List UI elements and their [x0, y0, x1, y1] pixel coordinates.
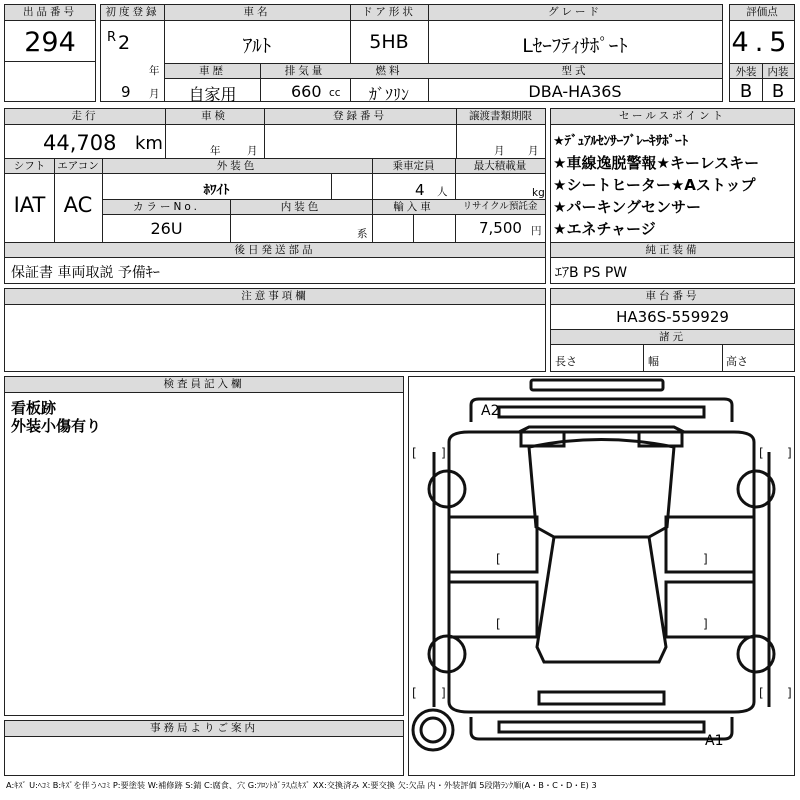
- details-box: [4, 108, 546, 284]
- damage-diagram: [408, 376, 795, 776]
- recycle-value: 7,500: [479, 219, 522, 237]
- exterior-score-label: 外装: [735, 66, 757, 78]
- capacity-value: 4: [415, 181, 425, 199]
- ext-color-label: 外装色: [216, 160, 258, 172]
- chassis-value: HA36S-559929: [616, 308, 729, 326]
- aircon-label: エアコン: [57, 160, 99, 172]
- grade-value: Lｾｰﾌﾃｨｻﾎﾟｰﾄ: [522, 35, 628, 57]
- capacity-label: 乗車定員: [392, 160, 435, 172]
- max-load-label: 最大積載量: [473, 160, 527, 172]
- reg-month-value: 9: [121, 83, 131, 101]
- office-box: [4, 720, 404, 776]
- svg-text:]: ]: [441, 686, 446, 700]
- svg-text:[: [: [496, 617, 501, 631]
- later-parts-value: 保証書 車両取説 予備ｷｰ: [11, 265, 160, 281]
- model-label: 型式: [561, 65, 589, 77]
- yen-unit: 円: [531, 225, 542, 237]
- svg-text:]: ]: [703, 552, 708, 566]
- transfer-deadline-label: 譲渡書類期限: [469, 110, 532, 122]
- inspector-note: 外装小傷有り: [11, 417, 102, 435]
- height-label: 高さ: [726, 355, 748, 368]
- svg-text:]: ]: [787, 446, 792, 460]
- inspection-month-unit: 月: [247, 145, 258, 157]
- displacement-value: 660: [291, 82, 322, 101]
- lot-number-value: 294: [24, 27, 76, 58]
- door-type-label: ドア形状: [362, 6, 416, 18]
- svg-text:[: [: [759, 686, 764, 700]
- width-label: 幅: [648, 355, 659, 368]
- inspector-label: 検査員記入欄: [5, 377, 403, 393]
- fuel-value: ｶﾞｿﾘﾝ: [368, 85, 409, 104]
- svg-text:]: ]: [703, 617, 708, 631]
- history-label: 車歴: [199, 65, 226, 77]
- svg-text:]: ]: [787, 686, 792, 700]
- interior-score-label: 内装: [767, 66, 789, 78]
- sales-point-item: ★車線逸脱警報★キーレスキー: [553, 154, 760, 172]
- exterior-score-value: B: [739, 81, 753, 102]
- reg-number-label: 登録番号: [333, 110, 387, 122]
- inspector-note: 看板跡: [11, 399, 57, 417]
- chassis-box: [550, 288, 795, 372]
- legend-text: A:ｷｽﾞ U:ﾍｺﾐ B:ｷｽﾞを伴うﾍｺﾐ P:要塗装 W:補修跡 S:錆 C:腐食、穴 G:ﾌﾛﾝﾄｶﾞﾗｽ点ｷｽﾞ XX:交換済み X:要交換 欠:欠品 内・外装評価 5段階ﾗﾝｸ順(A・B・C・D・E) 3: [6, 780, 597, 790]
- lot-number-box: [4, 4, 96, 102]
- shift-label: シフト: [13, 160, 46, 172]
- standard-equip-value: ｴｱB PS PW: [555, 265, 628, 281]
- score-label: 評価点: [730, 5, 794, 21]
- import-label: 輸入車: [393, 201, 434, 213]
- mileage-label: 走行: [71, 110, 99, 122]
- inspection-label: 車検: [201, 110, 228, 122]
- svg-text:[: [: [412, 446, 417, 460]
- month-unit: 月: [149, 88, 160, 100]
- score-box: [729, 4, 795, 102]
- score-value: 4.5: [731, 27, 793, 58]
- recycle-label: リサイクル預託金: [462, 201, 538, 212]
- notes-box: [4, 288, 546, 372]
- cc-unit: cc: [329, 87, 341, 99]
- svg-text:[: [: [496, 552, 501, 566]
- displacement-label: 排気量: [284, 65, 326, 77]
- year-unit: 年: [149, 65, 160, 77]
- transfer-month-unit: 月: [494, 145, 505, 157]
- interior-score-value: B: [771, 81, 785, 102]
- notes-label: 注意事項欄: [5, 289, 545, 305]
- int-color-label: 内装色: [280, 201, 322, 213]
- dimensions-label: 諸元: [659, 331, 686, 343]
- color-no-value: 26U: [150, 219, 183, 238]
- sales-points-label: セールスポイント: [551, 109, 794, 125]
- persons-unit: 人: [437, 186, 448, 198]
- length-label: 長さ: [555, 355, 577, 368]
- grade-label: グレード: [548, 6, 602, 18]
- damage-mark-a2: A2: [481, 403, 500, 419]
- damage-mark-a1: A1: [705, 733, 724, 749]
- model-value: DBA-HA36S: [528, 82, 622, 101]
- sales-point-item: ★エネチャージ: [553, 220, 656, 238]
- standard-equip-label: 純正装備: [645, 244, 700, 256]
- era-year-value: 2: [118, 32, 131, 54]
- inspection-year-unit: 年: [210, 145, 221, 157]
- era-prefix: R: [107, 30, 117, 45]
- sales-points-box: [550, 108, 795, 284]
- car-outline: [409, 377, 794, 775]
- aircon-value: AC: [63, 193, 93, 217]
- shift-value: IAT: [13, 193, 46, 217]
- color-no-label: カラーNo.: [133, 201, 200, 213]
- lot-number-label: 出品番号: [5, 5, 95, 21]
- kg-unit: kg: [532, 187, 545, 199]
- sales-point-item: ★シートヒーター★Aストップ: [553, 176, 756, 194]
- series-unit: 系: [357, 228, 368, 240]
- fuel-label: 燃料: [375, 65, 403, 77]
- transfer-day-unit: 月: [528, 145, 539, 157]
- km-unit: km: [135, 133, 163, 154]
- mileage-value: 44,708: [43, 131, 117, 155]
- sales-point-item: ★パーキングセンサー: [553, 198, 701, 216]
- chassis-label: 車台番号: [551, 289, 794, 305]
- car-name-value: ｱﾙﾄ: [242, 35, 272, 57]
- sales-point-item: ★ﾃﾞｭｱﾙｾﾝｻｰﾌﾞﾚｰｷｻﾎﾟｰﾄ: [553, 134, 689, 149]
- door-type-value: 5HB: [369, 31, 409, 53]
- svg-text:]: ]: [441, 446, 446, 460]
- main-spec-box: [100, 4, 723, 102]
- first-reg-label: 初度登録: [105, 6, 160, 18]
- later-parts-label: 後日発送部品: [234, 244, 316, 256]
- inspector-box: [4, 376, 404, 716]
- svg-text:[: [: [412, 686, 417, 700]
- office-label: 事務局よりご案内: [5, 721, 403, 737]
- car-name-label: 車名: [243, 6, 271, 18]
- ext-color-value: ﾎﾜｲﾄ: [203, 183, 230, 198]
- history-value: 自家用: [188, 85, 237, 104]
- svg-text:[: [: [759, 446, 764, 460]
